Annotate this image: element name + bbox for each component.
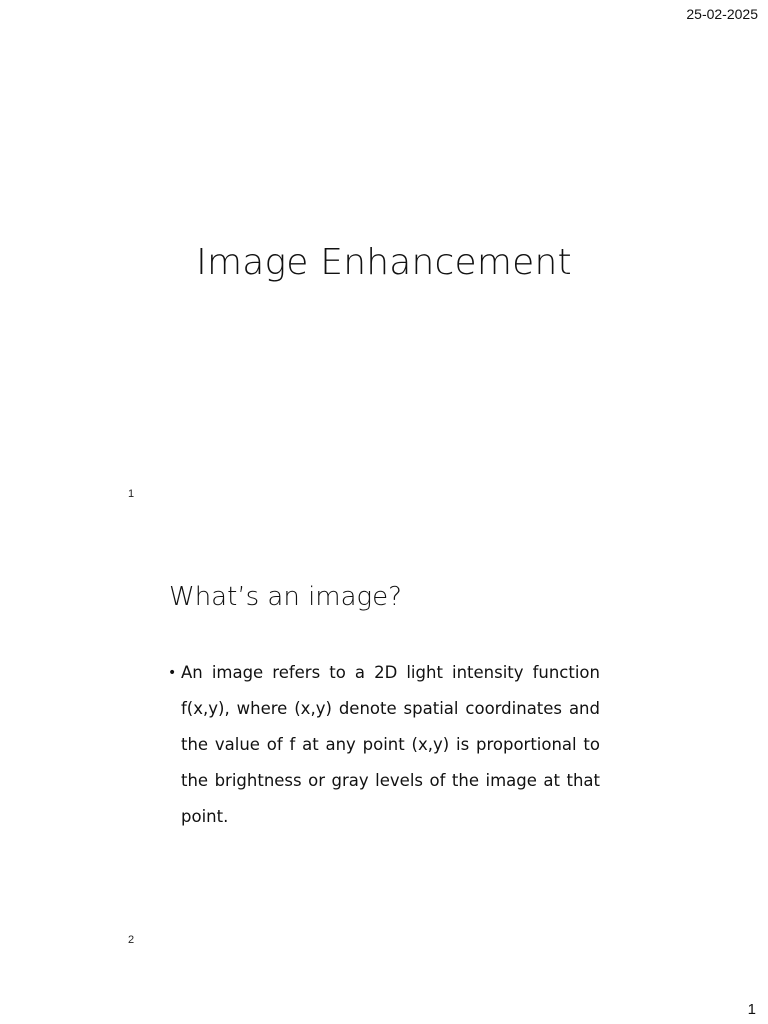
- slide-2: [0, 512, 768, 1024]
- slide-title: Image Enhancement: [196, 242, 572, 283]
- page-number: 1: [747, 1001, 756, 1018]
- slide-number: 2: [128, 934, 135, 946]
- bullet-icon: •: [168, 665, 177, 681]
- bullet-text: An image refers to a 2D light intensity function f(x,y), where (x,y) denote spatial coordinates and the value of f at any point (x,y) is proportional to the brightness or gray levels of the image at that point.: [181, 663, 600, 826]
- slide-heading: What’s an image?: [169, 582, 402, 612]
- bullet-item: [168, 655, 600, 835]
- bullet-list: [168, 655, 600, 835]
- document-date: 25-02-2025: [686, 6, 758, 22]
- slide-number: 1: [128, 488, 135, 500]
